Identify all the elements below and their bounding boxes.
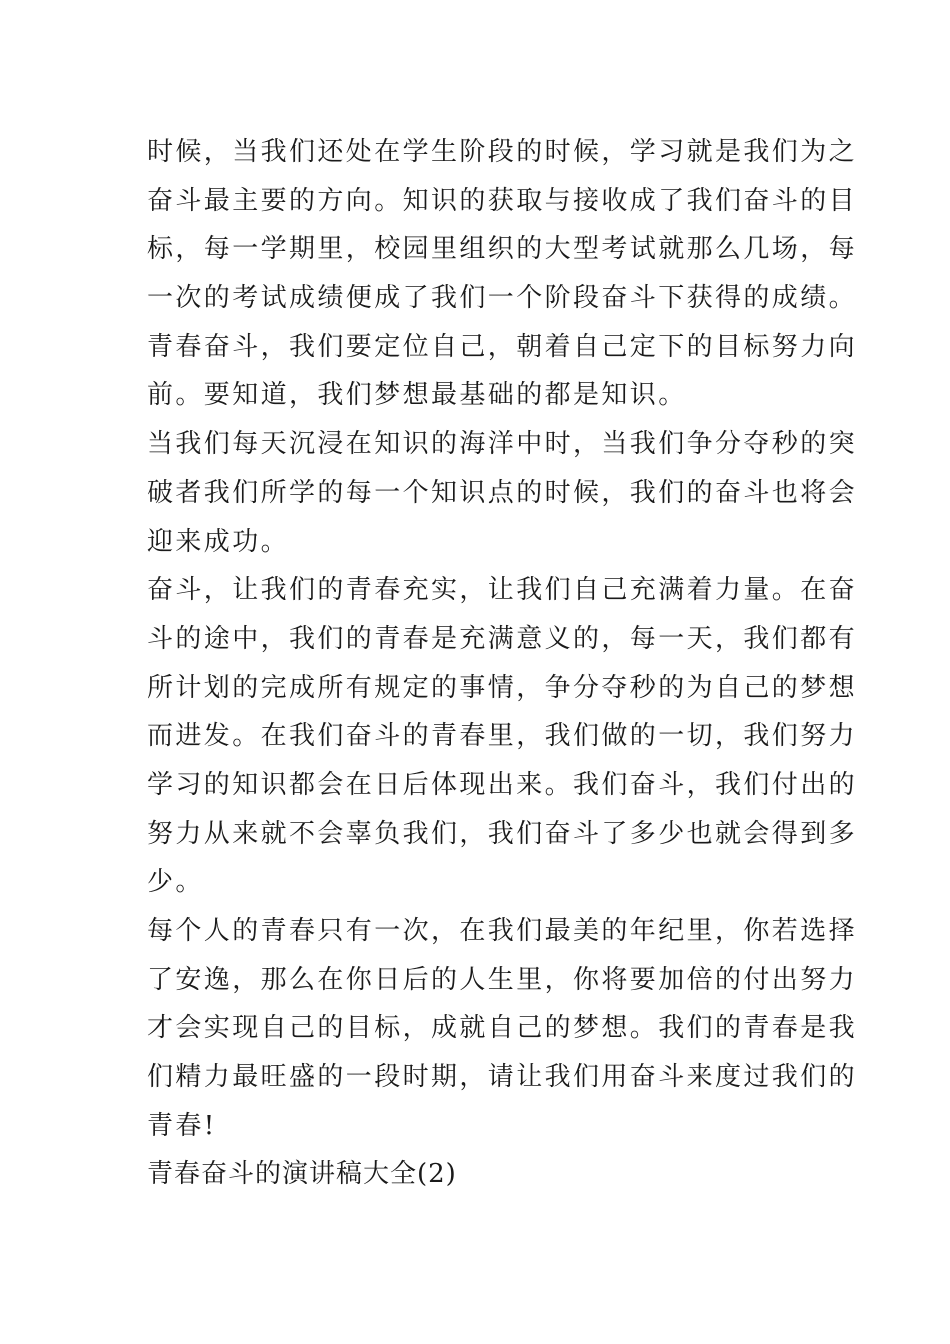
text-line: 才会实现自己的目标，成就自己的梦想。我们的青春是我: [147, 1013, 858, 1044]
section-heading: 青春奋斗的演讲稿大全(2): [147, 1159, 457, 1190]
text-line: 了安逸，那么在你日后的人生里，你将要加倍的付出努力: [147, 964, 858, 995]
text-line: 而进发。在我们奋斗的青春里，我们做的一切，我们努力: [147, 721, 858, 752]
text-line: 奋斗，让我们的青春充实，让我们自己充满着力量。在奋: [147, 575, 858, 606]
text-line: 奋斗最主要的方向。知识的获取与接收成了我们奋斗的目: [147, 185, 858, 216]
text-line: 迎来成功。: [147, 526, 290, 557]
text-line: 一次的考试成绩便成了我们一个阶段奋斗下获得的成绩。: [147, 283, 858, 314]
text-line: 学习的知识都会在日后体现出来。我们奋斗，我们付出的: [147, 769, 858, 800]
text-line: 少。: [147, 867, 204, 898]
text-line: 青春奋斗，我们要定位自己，朝着自己定下的目标努力向: [147, 331, 858, 362]
text-line: 每个人的青春只有一次，在我们最美的年纪里，你若选择: [147, 916, 858, 946]
text-line: 时候，当我们还处在学生阶段的时候，学习就是我们为之: [147, 137, 858, 167]
paragraph-1: [147, 128, 858, 420]
text-line: 破者我们所学的每一个知识点的时候，我们的奋斗也将会: [147, 477, 858, 508]
text-line: 们精力最旺盛的一段时期，请让我们用奋斗来度过我们的: [147, 1062, 858, 1093]
paragraph-4: [147, 907, 858, 1150]
text-line: 标，每一学期里，校园里组织的大型考试就那么几场，每: [147, 234, 858, 265]
paragraph-2: [147, 420, 858, 566]
document-body: [147, 128, 858, 1199]
text-line: 青春!: [147, 1110, 217, 1141]
text-line: 当我们每天沉浸在知识的海洋中时，当我们争分夺秒的突: [147, 429, 858, 460]
text-line: 所计划的完成所有规定的事情，争分夺秒的为自己的梦想: [147, 672, 858, 703]
text-line: 斗的途中，我们的青春是充满意义的，每一天，我们都有: [147, 623, 858, 654]
paragraph-3: [147, 566, 858, 907]
text-line: 努力从来就不会辜负我们，我们奋斗了多少也就会得到多: [147, 818, 858, 849]
text-line: 前。要知道，我们梦想最基础的都是知识。: [147, 380, 687, 411]
